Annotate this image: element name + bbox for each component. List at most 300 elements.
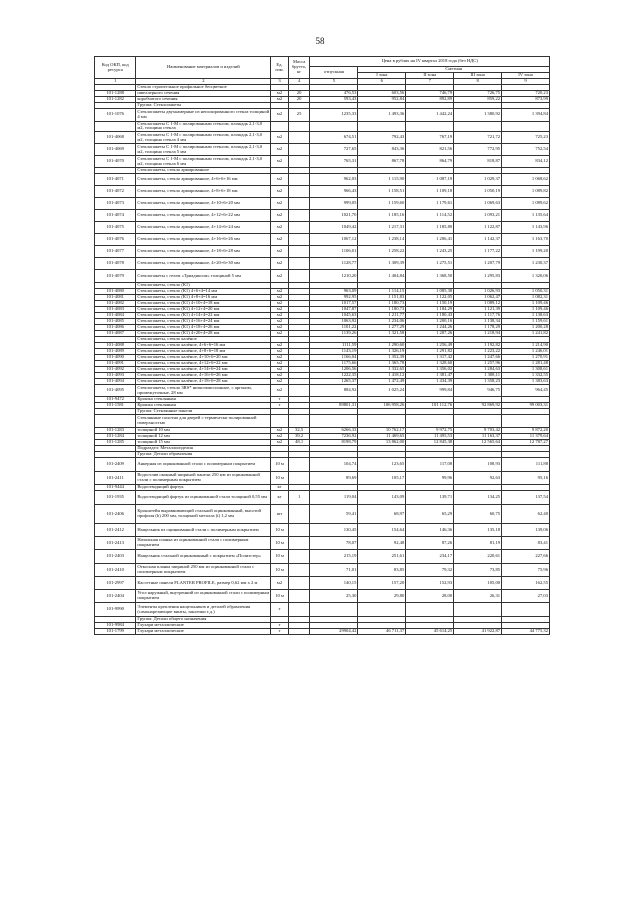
row-price-zone-4: 873,99: [502, 96, 550, 102]
idx-cell: 4: [288, 79, 310, 85]
row-price-wholesale: 1265,37: [310, 379, 358, 385]
row-unit: м2: [271, 434, 288, 440]
row-name: Крошка стеклянная: [136, 397, 271, 403]
header-zone-1: I зона: [358, 73, 406, 79]
row-name: Стеклопакеты, стекло армированное, 4+10+6+20 мм: [136, 198, 271, 210]
row-code: 101-4084: [95, 313, 136, 319]
row-price-zone-4: 27,03: [502, 590, 550, 603]
row-code: 101-4074: [95, 210, 136, 222]
row-code: 101-4094: [95, 379, 136, 385]
row-price-wholesale: 1166,04: [310, 355, 358, 361]
row-price-zone-2: 117,08: [406, 458, 454, 472]
row-mass: [288, 210, 310, 222]
row-mass: [288, 198, 310, 210]
row-price-zone-2: 12 845,38: [406, 440, 454, 446]
row-price-zone-4: 1 163,70: [502, 234, 550, 246]
row-price-zone-3: [454, 603, 502, 617]
row-mass: [288, 458, 310, 472]
row-mass: 20: [288, 90, 310, 96]
row-mass: [288, 234, 310, 246]
row-price-zone-1: 1 352,39: [358, 355, 406, 361]
row-unit: м2: [271, 301, 288, 307]
row-code: 101-4089: [95, 349, 136, 355]
row-code: 101-4090: [95, 355, 136, 361]
header-code: Код ОКП, код ресурса: [95, 57, 136, 79]
row-unit: м2: [271, 270, 288, 283]
row-price-zone-2: 1 185,80: [406, 222, 454, 234]
row-name: Угол наружный, внутренний из оцинкованной стали с полимерным покрытием: [136, 590, 271, 603]
row-price-zone-3: 81,19: [454, 537, 502, 550]
row-price-zone-1: 92,48: [358, 537, 406, 550]
row-price-zone-2: 1 109,18: [406, 186, 454, 198]
row-price-zone-2: 1 085,38: [406, 289, 454, 295]
row-price-wholesale: 25,30: [310, 590, 358, 603]
table-row: [95, 270, 550, 283]
row-price-zone-4: 1 320,06: [502, 270, 550, 283]
row-name: Анкерная из оцинкованной стали с полимерным покрытием: [136, 458, 271, 472]
row-name: Стеклопакеты, стекло армированное, 4+16+6+26 мм: [136, 234, 271, 246]
page-number: 58: [315, 36, 325, 46]
row-price-zone-1: 1 185,16: [358, 210, 406, 222]
row-name: Стеклопакеты с гелем «Триадиксом» толщиной 5 мм: [136, 270, 271, 283]
row-price-zone-1: 1 290,60: [358, 343, 406, 349]
row-price-zone-1: 1 321,58: [358, 331, 406, 337]
row-unit: [271, 415, 288, 428]
row-price-zone-4: 62,40: [502, 505, 550, 524]
row-code: 101-9444: [95, 485, 136, 491]
row-price-zone-1: 952,84: [358, 96, 406, 102]
row-name: Стеклопакеты, стекло (К1) 4+16+4=24 мм: [136, 319, 271, 325]
row-code: 101-1283: [95, 428, 136, 434]
header-mass: Масса брутто, кг: [288, 57, 310, 79]
row-unit: м2: [271, 373, 288, 379]
table-row: [95, 491, 550, 505]
row-code: 101-4069: [95, 144, 136, 156]
idx-cell: 6: [358, 79, 406, 85]
row-price-wholesale: 29904,42: [310, 629, 358, 635]
row-price-zone-2: [406, 415, 454, 428]
row-price-zone-3: 1 207,79: [454, 258, 502, 270]
table-row: [95, 156, 550, 168]
row-name: Стекло строительное профильное бесцветное: [136, 84, 271, 90]
row-unit: м2: [271, 307, 288, 313]
row-price-zone-1: 154,64: [358, 524, 406, 537]
row-price-zone-1: 1 158,51: [358, 186, 406, 198]
row-unit: м2: [271, 90, 288, 96]
row-price-zone-4: 1 332,55: [502, 373, 550, 379]
row-mass: [288, 246, 310, 258]
row-name: Группа: Стеклянные панели: [136, 409, 271, 415]
header-zone-2: II зона: [406, 73, 454, 79]
row-name: Стеклопакеты, стекло армированное, 4+8+6+18 мм: [136, 186, 271, 198]
row-price-zone-3: 11 163,37: [454, 434, 502, 440]
row-price-zone-1: 157,20: [358, 577, 406, 590]
row-price-zone-4: 834,12: [502, 156, 550, 168]
row-mass: [288, 144, 310, 156]
row-name: Стеклопакеты, стекло армированное, 4+12+6+22 мм: [136, 210, 271, 222]
row-code: 101-1581: [95, 403, 136, 409]
row-code: 101-1935: [95, 491, 136, 505]
row-price-zone-1: 1 258,22: [358, 246, 406, 258]
row-unit: м2: [271, 385, 288, 397]
row-price-zone-2: 1 122,05: [406, 295, 454, 301]
row-price-zone-3: 1 138,34: [454, 319, 502, 325]
row-price-zone-1: 11 469,65: [358, 434, 406, 440]
row-price-zone-2: 1 087,19: [406, 174, 454, 186]
row-price-wholesale: 1106,01: [310, 246, 358, 258]
row-price-zone-3: 1 358,23: [454, 379, 502, 385]
row-unit: м2: [271, 349, 288, 355]
row-price-wholesale: 140,15: [310, 577, 358, 590]
table-row: [95, 550, 550, 564]
row-price-zone-4: 99 003,31: [502, 403, 550, 409]
row-code: 101-1288: [95, 90, 136, 96]
row-price-zone-4: 1 214,90: [502, 343, 550, 349]
row-mass: [288, 385, 310, 397]
row-unit: м2: [271, 186, 288, 198]
table-row: [95, 385, 550, 397]
row-mass: 25: [288, 108, 310, 121]
row-name: Стеклопакеты, стекло калёное, 4+14+6=24 мм: [136, 367, 271, 373]
row-price-zone-4: 1 308,61: [502, 367, 550, 373]
header-name: Наименование материалов и изделий: [136, 57, 271, 79]
row-mass: [288, 603, 310, 617]
idx-cell: 9: [502, 79, 550, 85]
row-mass: [288, 564, 310, 577]
row-code: 101-4070: [95, 156, 136, 168]
row-price-zone-1: 1 211,77: [358, 313, 406, 319]
row-price-wholesale: [310, 603, 358, 617]
row-name: Нащельник из оцинкованной стали с полимерным покрытием: [136, 524, 271, 537]
row-price-zone-3: 1 177,22: [454, 246, 502, 258]
row-code: 101-2410: [95, 564, 136, 577]
row-price-zone-2: 152,93: [406, 577, 454, 590]
row-price-zone-4: 11 379,64: [502, 434, 550, 440]
row-code: 101-4081: [95, 295, 136, 301]
row-name: Группа: Детали общего назначения: [136, 617, 271, 623]
row-price-zone-2: 1 287,26: [406, 331, 454, 337]
row-price-zone-4: 1 159,61: [502, 319, 550, 325]
table-row: [95, 222, 550, 234]
row-mass: [288, 550, 310, 564]
row-name: толщиной 15 мм: [136, 440, 271, 446]
row-price-zone-1: [358, 121, 406, 132]
row-price-zone-3: 1 026,93: [454, 289, 502, 295]
idx-cell: 8: [454, 79, 502, 85]
row-price-zone-4: 1 109,46: [502, 301, 550, 307]
row-price-zone-3: 12 565,64: [454, 440, 502, 446]
idx-cell: 2: [136, 79, 271, 85]
row-price-zone-4: 1 138,63: [502, 313, 550, 319]
row-price-zone-3: 1 192,82: [454, 343, 502, 349]
row-price-zone-4: 1 135,64: [502, 210, 550, 222]
row-price-zone-1: 1 114,15: [358, 289, 406, 295]
row-code: 101-2406: [95, 505, 136, 524]
row-price-wholesale: 7236,92: [310, 434, 358, 440]
row-price-zone-4: 1 089,62: [502, 198, 550, 210]
row-name: Группа: Детали обрамления: [136, 452, 271, 458]
row-price-zone-3: 73,85: [454, 564, 502, 577]
row-unit: 10 м: [271, 537, 288, 550]
row-price-zone-4: 139,06: [502, 524, 550, 537]
row-name: Стеклопакеты С 1-М с полированным стеклом, площадь 2,1-3,0 м2, толщина стекла 4 мм: [136, 132, 271, 144]
row-price-wholesale: 1045,63: [310, 313, 358, 319]
row-price-zone-1: 123,65: [358, 458, 406, 472]
row-price-zone-3: 946,75: [454, 385, 502, 397]
row-price-zone-4: 1 241,82: [502, 331, 550, 337]
row-unit: т: [271, 629, 288, 635]
row-price-wholesale: 8198,79: [310, 440, 358, 446]
row-code: 101-4095: [95, 385, 136, 397]
idx-cell: 5: [310, 79, 358, 85]
row-unit: м2: [271, 198, 288, 210]
row-unit: м2: [271, 331, 288, 337]
row-price-zone-2: 11 495,53: [406, 434, 454, 440]
row-name: Стеклопакеты, стекло (К1): [136, 283, 271, 289]
table-row: [95, 524, 550, 537]
row-price-wholesale: 215,19: [310, 550, 358, 564]
row-price-wholesale: 6266,33: [310, 428, 358, 434]
row-price-zone-4: 1 068,62: [502, 174, 550, 186]
row-price-zone-3: 726,75: [454, 90, 502, 96]
row-price-zone-3: 1 218,94: [454, 331, 502, 337]
row-price-zone-2: 99,96: [406, 472, 454, 485]
row-name: Стеклопакеты С 1-М с полированным стеклом, площадь 2,1-3,0 м2, толщина стекла 5 мм: [136, 144, 271, 156]
row-price-zone-2: 1 206,41: [406, 234, 454, 246]
row-price-zone-1: 68,97: [358, 505, 406, 524]
table-row: [95, 537, 550, 550]
row-mass: 39,2: [288, 434, 310, 440]
row-name: Стеклопакеты С 1-М с полированным стеклом, площадь 2,1-3,0 м2, толщина стекла 6 мм: [136, 156, 271, 168]
row-unit: м2: [271, 289, 288, 295]
row-code: 101-4087: [95, 331, 136, 337]
row-price-zone-4: 111,88: [502, 458, 550, 472]
row-price-zone-4: 1 200,28: [502, 325, 550, 331]
row-unit: 10 м: [271, 458, 288, 472]
table-row: [95, 415, 550, 428]
row-price-zone-3: 1 247,66: [454, 355, 502, 361]
row-name: Начальная планка из оцинкованной стали с полимерным покрытием: [136, 537, 271, 550]
table-row: [95, 472, 550, 485]
row-code: 101-4083: [95, 307, 136, 313]
row-unit: м2: [271, 577, 288, 590]
row-price-zone-2: 1 243,25: [406, 246, 454, 258]
row-name: Стеклопакеты, стекло армированное, 4+6+6+16 мм: [136, 174, 271, 186]
row-price-zone-2: 1 368,50: [406, 270, 454, 283]
idx-cell: 3: [271, 79, 288, 85]
row-price-zone-4: 1 089,82: [502, 186, 550, 198]
row-code: 101-2411: [95, 472, 136, 485]
row-price-wholesale: 1049,42: [310, 222, 358, 234]
row-price-zone-1: 603,56: [358, 90, 406, 96]
row-code: 101-1285: [95, 440, 136, 446]
row-price-zone-2: 746,79: [406, 90, 454, 96]
table-row: [95, 186, 550, 198]
row-price-zone-3: 134,25: [454, 491, 502, 505]
row-price-zone-2: 101 112,76: [406, 403, 454, 409]
row-price-zone-4: 75,96: [502, 564, 550, 577]
row-price-zone-1: 1 404,84: [358, 270, 406, 283]
row-unit: 10 м: [271, 524, 288, 537]
row-unit: шт: [271, 505, 288, 524]
row-code: 101-4075: [95, 222, 136, 234]
row-price-zone-4: 137,54: [502, 491, 550, 505]
row-price-zone-2: 79,32: [406, 564, 454, 577]
row-unit: т: [271, 603, 288, 617]
row-price-zone-4: [502, 121, 550, 132]
row-price-zone-1: 1 151,83: [358, 295, 406, 301]
table-row: [95, 174, 550, 186]
row-price-zone-1: 1 472,49: [358, 379, 406, 385]
row-price-zone-1: 1 418,12: [358, 373, 406, 379]
row-unit: кг: [271, 485, 288, 491]
row-price-zone-4: [502, 415, 550, 428]
row-code: [95, 121, 136, 132]
row-price-zone-3: 1 089,12: [454, 301, 502, 307]
row-name: Стеклопакеты, стекло калёное, 4+16+6=26 мм: [136, 373, 271, 379]
table-row: [95, 505, 550, 524]
row-price-zone-4: 12 787,27: [502, 440, 550, 446]
row-unit: [271, 121, 288, 132]
row-price-zone-2: 1 179,61: [406, 198, 454, 210]
row-unit: м2: [271, 319, 288, 325]
table-row: [95, 564, 550, 577]
row-name: Стеклопакеты, стекло (К1) 4+18+4=26 мм: [136, 325, 271, 331]
row-price-zone-3: 1 308,11: [454, 373, 502, 379]
table-row: [95, 108, 550, 121]
row-name: Стеклопакеты, стекло калёное, 4+6+6=16 мм: [136, 343, 271, 349]
row-name: Группа: Стеклопакеты: [136, 102, 271, 108]
row-price-zone-3: 60,75: [454, 505, 502, 524]
row-code: 101-1799: [95, 629, 136, 635]
row-price-zone-4: 964,45: [502, 385, 550, 397]
row-unit: 10 м: [271, 590, 288, 603]
row-name: коробчатого сечения: [136, 96, 271, 102]
row-price-zone-4: 1 394,84: [502, 108, 550, 121]
row-price-wholesale: 999,05: [310, 198, 358, 210]
row-price-zone-1: 1 180,73: [358, 301, 406, 307]
row-price-zone-1: 1 180,73: [358, 307, 406, 313]
row-mass: 20: [288, 96, 310, 102]
table-row: [95, 603, 550, 617]
row-price-zone-2: [406, 603, 454, 617]
row-unit: м2: [271, 367, 288, 373]
row-price-zone-2: 139,71: [406, 491, 454, 505]
row-price-zone-3: 1 117,76: [454, 313, 502, 319]
table-row: [95, 198, 550, 210]
row-price-zone-2: 821,56: [406, 144, 454, 156]
idx-cell: 1: [95, 79, 136, 85]
row-price-zone-3: 105,00: [454, 577, 502, 590]
row-name: Элементы крепления нащельников и деталей обрамления (самонарезающие винты, заклепки т.д.): [136, 603, 271, 617]
row-price-zone-1: 1 332,65: [358, 367, 406, 373]
row-price-zone-2: 28,00: [406, 590, 454, 603]
row-code: 101-9984: [95, 623, 136, 629]
row-code: 101-2409: [95, 458, 136, 472]
row-code: 101-4093: [95, 373, 136, 379]
table-row: [95, 629, 550, 635]
row-price-zone-1: 13 862,00: [358, 440, 406, 446]
row-code: 101-4076: [95, 234, 136, 246]
row-mass: [288, 590, 310, 603]
row-price-zone-2: 234,17: [406, 550, 454, 564]
row-price-zone-2: 767,19: [406, 132, 454, 144]
row-price-zone-3: 9 703,42: [454, 428, 502, 434]
row-price-zone-1: 843,36: [358, 144, 406, 156]
row-code: 101-4079: [95, 270, 136, 283]
row-price-zone-2: 87,26: [406, 537, 454, 550]
row-price-zone-2: 65,29: [406, 505, 454, 524]
row-price-zone-2: 1 256,49: [406, 343, 454, 349]
row-price-zone-3: 1 142,37: [454, 234, 502, 246]
row-price-zone-1: 105,17: [358, 472, 406, 485]
row-price-zone-3: 818,87: [454, 156, 502, 168]
row-mass: [288, 258, 310, 270]
row-code: 101-4071: [95, 174, 136, 186]
row-mass: [288, 174, 310, 186]
row-price-zone-2: 1 114,52: [406, 210, 454, 222]
row-price-wholesale: [310, 415, 358, 428]
row-mass: [288, 156, 310, 168]
row-unit: м2: [271, 343, 288, 349]
table-body: [95, 84, 550, 634]
row-price-zone-4: 1 230,37: [502, 258, 550, 270]
table-row: [95, 590, 550, 603]
row-price-zone-3: 41 922,87: [454, 629, 502, 635]
row-mass: 48,1: [288, 440, 310, 446]
row-price-zone-1: 251,61: [358, 550, 406, 564]
row-price-zone-1: [358, 603, 406, 617]
row-price-zone-2: 9 972,75: [406, 428, 454, 434]
row-price-wholesale: 1047,87: [310, 307, 358, 313]
row-price-zone-2: 45 614,25: [406, 629, 454, 635]
row-price-wholesale: 1063,92: [310, 319, 358, 325]
row-price-zone-4: 95,16: [502, 472, 550, 485]
row-price-zone-4: [502, 603, 550, 617]
row-price-zone-2: 1 150,19: [406, 301, 454, 307]
row-price-zone-4: 83,41: [502, 537, 550, 550]
row-name: Стеклопакеты, стекло (К1) 4+8+4=16 мм: [136, 295, 271, 301]
row-price-zone-4: 752,54: [502, 144, 550, 156]
row-price-zone-4: 1 270,91: [502, 355, 550, 361]
row-code: 101-2997: [95, 577, 136, 590]
row-price-zone-1: 1 234,06: [358, 319, 406, 325]
row-code: 101-9472: [95, 397, 136, 403]
row-price-wholesale: 593,43: [310, 96, 358, 102]
row-price-zone-1: 792,43: [358, 132, 406, 144]
row-price-wholesale: 1235,33: [310, 108, 358, 121]
row-price-zone-4: 1 082,31: [502, 295, 550, 301]
row-mass: [288, 629, 310, 635]
row-price-zone-1: 1 238,14: [358, 234, 406, 246]
row-price-zone-3: 220,61: [454, 550, 502, 564]
table-row: [95, 132, 550, 144]
row-mass: [288, 472, 310, 485]
row-price-zone-1: 1 309,39: [358, 258, 406, 270]
row-unit: м2: [271, 355, 288, 361]
row-price-wholesale: 119,04: [310, 491, 358, 505]
row-unit: м2: [271, 144, 288, 156]
row-name: Стеклопакеты, стекло калёное, 4+8+6=18 мм: [136, 349, 271, 355]
table-row: [95, 121, 550, 132]
row-mass: [288, 505, 310, 524]
row-name: Водоотлив оконный шириной панели 250 мм из оцинкованной стали с полимерным покрытием: [136, 472, 271, 485]
row-price-zone-4: 725,23: [502, 132, 550, 144]
row-price-zone-4: 162,55: [502, 577, 550, 590]
row-code: 101-4072: [95, 186, 136, 198]
row-price-zone-3: 1 380,92: [454, 108, 502, 121]
row-unit: м2: [271, 295, 288, 301]
